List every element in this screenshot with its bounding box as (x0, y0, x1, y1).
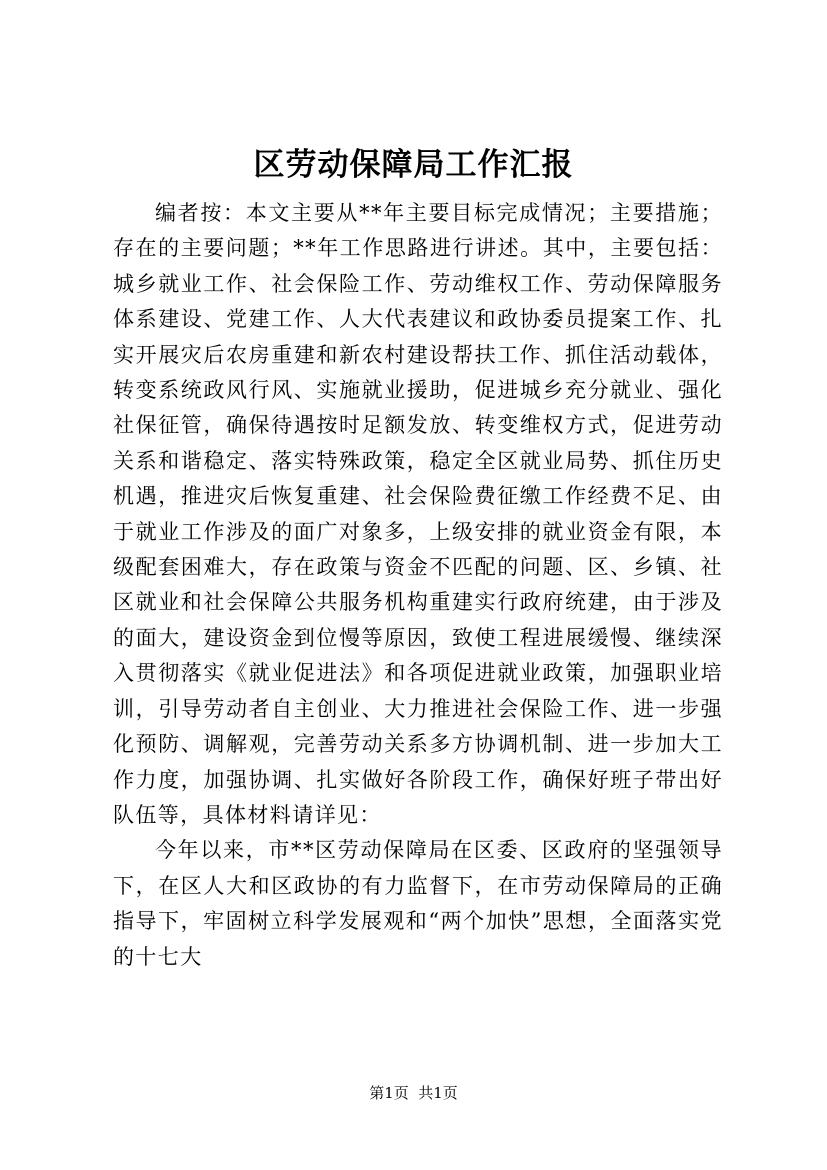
page-footer (0, 1083, 827, 1103)
document-body (113, 196, 723, 975)
page-number: 第1页 共1页 (369, 1084, 458, 1102)
body-paragraph: 今年以来，市**区劳动保障局在区委、区政府的坚强领导下，在区人大和区政协的有力监督下，在市劳动保障局的正确指导下，牢固树立科学发展观和“两个加快”思想，全面落实党的十七大 (113, 838, 723, 969)
editor-note-paragraph: 编者按：本文主要从**年主要目标完成情况；主要措施；存在的主要问题；**年工作思路进行讲述。其中，主要包括：城乡就业工作、社会保险工作、劳动维权工作、劳动保障服务体系建设、党建工作、人大代表建议和政协委员提案工作、扎实开展灾后农房重建和新农村建设帮扶工作、抓住活动载体，转变系统政风行风、实施就业援助，促进城乡充分就业、强化社保征管，确保待遇按时足额发放、转变维权方式，促进劳动关系和谐稳定、落实特殊政策，稳定全区就业局势、抓住历史机遇，推进灾后恢复重建、社会保险费征缴工作经费不足、由于就业工作涉及的面广对象多，上级安排的就业资金有限，本级配套困难大，存在政策与资金不匹配的问题、区、乡镇、社区就业和社会保障公共服务机构重建实行政府统建，由于涉及的面大，建设资金到位慢等原因，致使工程进展缓慢、继续深入贯彻落实《就业促进法》和各项促进就业政策，加强职业培训，引导劳动者自主创业、大力推进社会保险工作、进一步强化预防、调解观，完善劳动关系多方协调机制、进一步加大工作力度，加强协调、扎实做好各阶段工作，确保好班子带出好队伍等，具体材料请详见： (113, 201, 723, 827)
document-title: 区劳动保障局工作汇报 (253, 147, 574, 183)
